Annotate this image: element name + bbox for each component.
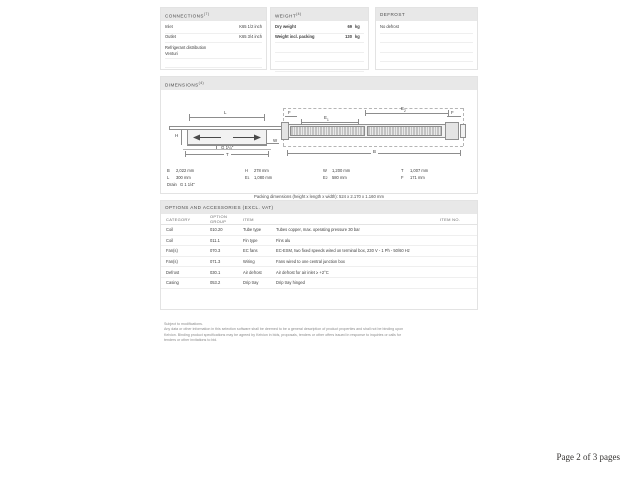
dim-value-W-key: W [323, 168, 327, 173]
dim-value-B-val: 2,022 mm [176, 168, 195, 173]
defrost-row-no-defrost [380, 24, 473, 34]
table-row[interactable] [161, 225, 477, 236]
connections-outlet-label: Outlet [165, 33, 176, 39]
dim-label-drain: G 1¼" [221, 145, 234, 150]
connections-row-empty [165, 59, 262, 69]
dim-value-B [167, 168, 194, 173]
row-group-number: 010.20 [210, 227, 223, 233]
weight-dry-unit: kg [355, 24, 360, 29]
dim-F-left-line [285, 116, 297, 117]
frame-dash-top [283, 108, 463, 109]
connections-inlet-label: Inlet [165, 24, 173, 29]
dimensions-panel [160, 76, 478, 199]
dim-L-line [189, 117, 265, 118]
table-row[interactable] [161, 267, 477, 278]
row-item-description: Fans wired to one central junction box [276, 259, 345, 265]
coil-block-right [367, 126, 442, 136]
defrost-title-text: DEFROST [380, 12, 406, 17]
options-title-text: OPTIONS AND ACCESSORIES (EXCL. VAT) [165, 205, 274, 210]
dim-value-L-val: 300 mm [176, 175, 191, 180]
dim-label-W: W [273, 138, 278, 143]
dim-label-E1: $E_1$ [324, 115, 329, 122]
row-group-number: 030.1 [210, 269, 221, 275]
dim-value-W [323, 168, 350, 173]
row-item-type: Tube type [243, 227, 262, 233]
dim-E2-line [365, 113, 449, 114]
disclaimer-line-1: Subject to modifications. [164, 322, 203, 326]
disclaimer-line-3: Kelvion. Binding product specifications may be agreed by Kelvion in bids, proposals, tenders or other offers issued in response to inquiries or calls for [164, 332, 402, 337]
table-row[interactable] [161, 278, 477, 289]
dimension-values-table [167, 168, 471, 190]
weight-row-empty-2 [275, 53, 364, 63]
defrost-no-defrost-label: No defrost [380, 24, 399, 29]
row-item-type: Drip tray [243, 280, 259, 286]
row-group-number: 070.3 [210, 248, 221, 254]
connections-inlet-value: K65 1/2 inch [239, 24, 262, 29]
dimensions-body [161, 90, 477, 204]
dim-value-T [401, 168, 428, 173]
dim-value-H-key: H [245, 168, 248, 173]
weight-title [271, 8, 368, 21]
row-item-type: Fin type [243, 237, 258, 243]
dim-E1-line [301, 122, 359, 123]
dim-E2-tick-right [448, 110, 449, 116]
table-row[interactable] [161, 246, 477, 257]
dimension-drawings [167, 94, 471, 166]
connections-row-inlet [165, 24, 262, 34]
defrost-row-empty-1 [380, 34, 473, 44]
row-category: Coil [166, 237, 174, 243]
row-category: Fan(s) [166, 259, 178, 265]
dim-L-tick-left [189, 114, 190, 121]
dim-label-F-right-2: F [451, 110, 454, 115]
column-header-category: CATEGORY [166, 216, 191, 222]
weight-title-text: WEIGHT [275, 13, 297, 19]
dim-value-T-key: T [401, 168, 404, 173]
dim-E1-tick-right [358, 119, 359, 125]
rail-top-line [169, 126, 285, 127]
dimensions-title [161, 77, 477, 90]
weight-packing-value: 130 [345, 33, 352, 39]
table-row[interactable] [161, 257, 477, 268]
column-header-option-group: OPTION GROUP [210, 214, 228, 224]
rail-left-cap [169, 126, 170, 130]
dim-F-right-line [447, 116, 461, 117]
dim-value-E2-val: 580 mm [332, 175, 347, 180]
dim-value-E1-val: 1,080 mm [254, 175, 273, 180]
drawing-side-view [169, 108, 285, 158]
options-table-header [161, 214, 477, 225]
dim-value-drain [167, 182, 195, 187]
dim-E1-tick-left [301, 119, 302, 125]
packing-dimensions: Packing dimensions (height x length x width): 524 x 2.170 x 1.160 mm [254, 194, 384, 199]
table-row[interactable] [161, 236, 477, 247]
options-body [161, 214, 477, 289]
connections-outlet-value: K65 3/4 inch [239, 33, 262, 39]
refrigerant-distribution-value: Venturi [165, 50, 178, 56]
dim-value-L [167, 175, 191, 180]
column-header-item-no: ITEM NO. [440, 216, 461, 222]
weight-body [271, 21, 368, 74]
dim-H-line [181, 129, 182, 145]
dim-value-F-val: 171 mm [410, 175, 425, 180]
disclaimer [164, 322, 474, 343]
dim-W-line [267, 143, 279, 144]
connections-row-outlet [165, 34, 262, 44]
row-category: Coil [166, 227, 174, 233]
dim-B-tick-right [460, 150, 461, 156]
airflow-arrows-icon [191, 133, 263, 142]
dim-label-T: T [226, 152, 229, 157]
row-item-description: Fins alu [276, 237, 291, 243]
dim-label-F-left: F [288, 110, 291, 115]
dim-T-tick-left [185, 151, 186, 157]
defrost-body [376, 21, 477, 64]
column-header-item: ITEM [243, 216, 254, 222]
weight-packing-label: Weight incl. packing [275, 33, 315, 39]
weight-footnote: (4) [296, 12, 302, 16]
drawing-front-view [279, 104, 469, 160]
row-category: Fan(s) [166, 248, 178, 254]
row-category: Defrost [166, 269, 180, 275]
dim-value-E2 [323, 175, 347, 180]
defrost-panel [375, 7, 478, 70]
weight-packing-unit: kg [355, 33, 360, 39]
coil-block-left [290, 126, 365, 136]
weight-row-empty-3 [275, 62, 364, 72]
weight-dry-label: Dry weight [275, 24, 296, 29]
connections-body [161, 21, 266, 70]
dim-value-F [401, 175, 425, 180]
dim-T-tick-right [268, 151, 269, 157]
defrost-row-empty-3 [380, 53, 473, 63]
dim-value-E2-key: E2 [323, 175, 328, 180]
defrost-title [376, 8, 477, 21]
row-item-type: Wiring [243, 259, 255, 265]
dim-label-L: L [224, 110, 227, 115]
connections-footnote: (7) [203, 12, 210, 16]
dimensions-footnote: (4) [198, 81, 205, 85]
dim-label-E2: $E_2$ [401, 106, 406, 113]
row-item-description: Drip tray hinged [276, 280, 305, 286]
row-group-number: 071.3 [210, 259, 221, 265]
row-group-number: 053.2 [210, 280, 221, 286]
dim-L-tick-right [264, 114, 265, 121]
dim-value-drain-key: Drain [167, 182, 177, 187]
dim-value-H [245, 168, 269, 173]
dim-value-B-key: B [167, 168, 170, 173]
end-plate-left [281, 122, 289, 140]
dim-label-H: H [175, 133, 179, 138]
row-item-description: Tubes copper, max. operating pressure 30 bar [276, 227, 360, 233]
dim-value-T-val: 1,007 mm [410, 168, 429, 173]
page-number-text: Page 2 of 3 pages [556, 452, 620, 462]
disclaimer-line-2: Any data or other information in this selection software shall be deemed to be a general description of product properties and shall not be binding upon [164, 327, 404, 332]
weight-panel [270, 7, 369, 70]
row-item-description: Air defrost for air inlet ≥ +2°C [276, 269, 329, 275]
weight-row-empty-1 [275, 43, 364, 53]
dim-value-F-key: F [401, 175, 404, 180]
frame-dash-bottom [283, 146, 463, 147]
row-item-type: EC fans [243, 248, 258, 254]
dim-value-W-val: 1,200 mm [332, 168, 351, 173]
connections-title [161, 8, 266, 21]
dim-value-drain-val: G 1 1/4" [180, 182, 195, 187]
dim-label-B-2: B [373, 149, 376, 154]
refrigerant-distribution-label: Refrigerant distribution [165, 44, 207, 50]
disclaimer-line-4: tenders or other invitations to bid. [164, 337, 218, 342]
dim-B-tick-left [287, 150, 288, 156]
weight-row-packing [275, 34, 364, 44]
connection-box [460, 124, 466, 138]
dim-value-E1 [245, 175, 272, 180]
connections-panel [160, 7, 267, 70]
row-item-type: Air defrost [243, 269, 262, 275]
options-panel [160, 200, 478, 310]
connections-title-text: CONNECTIONS [165, 13, 204, 19]
weight-dry-value: 69 [347, 24, 352, 29]
refrigerant-distribution-block [165, 43, 262, 59]
dim-value-L-key: L [167, 175, 170, 180]
defrost-row-empty-2 [380, 43, 473, 53]
dim-value-H-val: 278 mm [254, 168, 269, 173]
options-title [161, 201, 477, 214]
row-item-description: EC-ESM, two fixed speeds wired on terminal box, 230 V - 1 Ph - 50/60 Hz [276, 248, 410, 254]
drain-leader-line [216, 145, 217, 149]
dim-E2-tick-left [365, 110, 366, 116]
page-footer [0, 452, 620, 462]
end-plate-right [445, 122, 459, 140]
row-category: Casing [166, 280, 179, 286]
weight-row-dry [275, 24, 364, 34]
dimensions-title-text: DIMENSIONS [165, 82, 199, 88]
dim-value-E1-key: E1 [245, 175, 250, 180]
row-group-number: 011.1 [210, 237, 220, 243]
